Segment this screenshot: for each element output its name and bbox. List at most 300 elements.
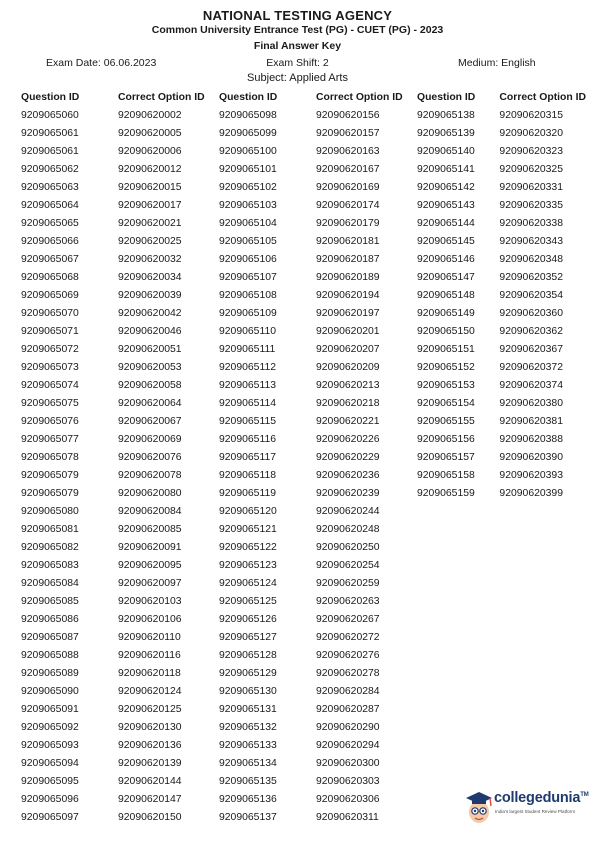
question-id-cell: 9209065100: [219, 145, 277, 157]
table-row: [417, 322, 595, 340]
question-id-cell: 9209065069: [21, 289, 79, 301]
question-id-cell: 9209065114: [219, 397, 277, 409]
table-row: [219, 430, 417, 448]
question-id-cell: 9209065134: [219, 757, 277, 769]
table-row: [219, 736, 417, 754]
table-row: [21, 610, 219, 628]
correct-option-cell: 92090620064: [118, 397, 182, 409]
correct-option-cell: 92090620091: [118, 541, 182, 553]
correct-option-cell: 92090620189: [316, 271, 380, 283]
question-id-cell: 9209065137: [219, 811, 277, 823]
question-id-cell: 9209065097: [21, 811, 79, 823]
question-id-cell: 9209065115: [219, 415, 277, 427]
table-row: [21, 286, 219, 304]
question-id-cell: 9209065077: [21, 433, 79, 445]
table-row: [21, 574, 219, 592]
question-id-cell: 9209065140: [417, 145, 475, 157]
question-id-header: Question ID: [219, 91, 278, 103]
question-id-cell: 9209065076: [21, 415, 79, 427]
table-row: [21, 754, 219, 772]
correct-option-cell: 92090620276: [316, 649, 380, 661]
table-row: [417, 358, 595, 376]
question-id-cell: 9209065074: [21, 379, 79, 391]
correct-option-cell: 92090620315: [499, 109, 563, 121]
correct-option-cell: 92090620125: [118, 703, 182, 715]
correct-option-cell: 92090620236: [316, 469, 380, 481]
correct-option-cell: 92090620250: [316, 541, 380, 553]
question-id-cell: 9209065063: [21, 181, 79, 193]
question-id-cell: 9209065155: [417, 415, 475, 427]
table-row: [219, 142, 417, 160]
table-row: [21, 124, 219, 142]
table-row: [21, 358, 219, 376]
question-id-cell: 9209065143: [417, 199, 475, 211]
question-id-cell: 9209065157: [417, 451, 475, 463]
question-id-cell: 9209065149: [417, 307, 475, 319]
question-id-cell: 9209065102: [219, 181, 277, 193]
question-id-cell: 9209065147: [417, 271, 475, 283]
table-row: [219, 250, 417, 268]
table-row: [417, 196, 595, 214]
question-id-cell: 9209065090: [21, 685, 79, 697]
agency-title: NATIONAL TESTING AGENCY: [202, 8, 393, 23]
table-row: [219, 358, 417, 376]
question-id-cell: 9209065156: [417, 433, 475, 445]
table-row: [417, 232, 595, 250]
table-row: [219, 394, 417, 412]
question-id-cell: 9209065159: [417, 487, 475, 499]
question-id-cell: 9209065082: [21, 541, 79, 553]
exam-shift: Exam Shift: 2: [266, 57, 329, 69]
table-row: [417, 178, 595, 196]
question-id-cell: 9209065121: [219, 523, 277, 535]
table-row: [219, 286, 417, 304]
correct-option-cell: 92090620331: [499, 181, 563, 193]
table-row: [219, 682, 417, 700]
table-row: [417, 340, 595, 358]
question-id-cell: 9209065088: [21, 649, 79, 661]
question-id-cell: 9209065148: [417, 289, 475, 301]
correct-option-cell: 92090620380: [499, 397, 563, 409]
correct-option-cell: 92090620362: [499, 325, 563, 337]
correct-option-cell: 92090620287: [316, 703, 380, 715]
correct-option-cell: 92090620239: [316, 487, 380, 499]
correct-option-cell: 92090620348: [499, 253, 563, 265]
question-id-cell: 9209065105: [219, 235, 277, 247]
question-id-cell: 9209065113: [219, 379, 277, 391]
question-id-cell: 9209065086: [21, 613, 79, 625]
correct-option-cell: 92090620042: [118, 307, 182, 319]
correct-option-cell: 92090620197: [316, 307, 380, 319]
correct-option-cell: 92090620025: [118, 235, 182, 247]
answer-key-column-2: [219, 88, 417, 826]
table-row: [417, 304, 595, 322]
question-id-cell: 9209065135: [219, 775, 277, 787]
correct-option-cell: 92090620306: [316, 793, 380, 805]
question-id-cell: 9209065154: [417, 397, 475, 409]
question-id-cell: 9209065094: [21, 757, 79, 769]
table-row: [219, 646, 417, 664]
question-id-cell: 9209065103: [219, 199, 277, 211]
table-row: [21, 430, 219, 448]
table-row: [219, 700, 417, 718]
table-row: [219, 574, 417, 592]
table-header-row: [219, 88, 417, 106]
question-id-cell: 9209065078: [21, 451, 79, 463]
question-id-cell: 9209065129: [219, 667, 277, 679]
correct-option-cell: 92090620169: [316, 181, 380, 193]
question-id-cell: 9209065109: [219, 307, 277, 319]
question-id-cell: 9209065085: [21, 595, 79, 607]
table-row: [21, 592, 219, 610]
question-id-cell: 9209065122: [219, 541, 277, 553]
table-row: [21, 646, 219, 664]
question-id-header: Question ID: [21, 91, 80, 103]
correct-option-cell: 92090620323: [499, 145, 563, 157]
table-row: [21, 322, 219, 340]
correct-option-cell: 92090620187: [316, 253, 380, 265]
correct-option-cell: 92090620015: [118, 181, 182, 193]
correct-option-cell: 92090620201: [316, 325, 380, 337]
correct-option-cell: 92090620311: [316, 811, 379, 823]
correct-option-cell: 92090620254: [316, 559, 380, 571]
table-row: [21, 736, 219, 754]
table-row: [21, 466, 219, 484]
table-row: [219, 754, 417, 772]
question-id-cell: 9209065112: [219, 361, 277, 373]
correct-option-cell: 92090620163: [316, 145, 380, 157]
question-id-cell: 9209065118: [219, 469, 277, 481]
table-row: [21, 304, 219, 322]
question-id-cell: 9209065098: [219, 109, 277, 121]
correct-option-cell: 92090620259: [316, 577, 380, 589]
question-id-cell: 9209065150: [417, 325, 475, 337]
question-id-cell: 9209065144: [417, 217, 475, 229]
table-row: [219, 628, 417, 646]
table-row: [21, 376, 219, 394]
table-row: [219, 466, 417, 484]
question-id-cell: 9209065133: [219, 739, 277, 751]
correct-option-cell: 92090620032: [118, 253, 182, 265]
question-id-cell: 9209065061: [21, 145, 79, 157]
collegedunia-logo: [464, 788, 590, 828]
table-row: [219, 610, 417, 628]
table-row: [21, 538, 219, 556]
table-row: [417, 412, 595, 430]
correct-option-cell: 92090620095: [118, 559, 182, 571]
question-id-cell: 9209065146: [417, 253, 475, 265]
question-id-cell: 9209065064: [21, 199, 79, 211]
correct-option-cell: 92090620150: [118, 811, 182, 823]
correct-option-cell: 92090620136: [118, 739, 182, 751]
question-id-cell: 9209065075: [21, 397, 79, 409]
question-id-cell: 9209065073: [21, 361, 79, 373]
question-id-cell: 9209065080: [21, 505, 79, 517]
table-row: [21, 394, 219, 412]
question-id-cell: 9209065061: [21, 127, 79, 139]
table-row: [219, 808, 417, 826]
question-id-cell: 9209065096: [21, 793, 79, 805]
table-row: [21, 628, 219, 646]
correct-option-cell: 92090620034: [118, 271, 182, 283]
correct-option-cell: 92090620021: [118, 217, 182, 229]
table-row: [21, 232, 219, 250]
question-id-cell: 9209065130: [219, 685, 277, 697]
question-id-cell: 9209065065: [21, 217, 79, 229]
table-row: [219, 376, 417, 394]
correct-option-cell: 92090620213: [316, 379, 380, 391]
table-row: [21, 700, 219, 718]
correct-option-cell: 92090620374: [499, 379, 563, 391]
correct-option-cell: 92090620039: [118, 289, 182, 301]
question-id-cell: 9209065158: [417, 469, 475, 481]
question-id-cell: 9209065092: [21, 721, 79, 733]
question-id-cell: 9209065071: [21, 325, 79, 337]
correct-option-cell: 92090620017: [118, 199, 182, 211]
table-row: [417, 448, 595, 466]
correct-option-cell: 92090620078: [118, 469, 182, 481]
question-id-cell: 9209065068: [21, 271, 79, 283]
correct-option-cell: 92090620226: [316, 433, 380, 445]
question-id-cell: 9209065141: [417, 163, 475, 175]
table-row: [417, 376, 595, 394]
correct-option-cell: 92090620156: [316, 109, 380, 121]
table-row: [219, 790, 417, 808]
correct-option-cell: 92090620058: [118, 379, 182, 391]
table-row: [21, 520, 219, 538]
question-id-cell: 9209065084: [21, 577, 79, 589]
correct-option-cell: 92090620097: [118, 577, 182, 589]
question-id-cell: 9209065128: [219, 649, 277, 661]
correct-option-cell: 92090620352: [499, 271, 563, 283]
correct-option-cell: 92090620248: [316, 523, 380, 535]
question-id-cell: 9209065095: [21, 775, 79, 787]
table-row: [21, 214, 219, 232]
correct-option-cell: 92090620067: [118, 415, 182, 427]
logo-tagline: India's largest Student Review Platform: [495, 809, 576, 814]
question-id-cell: 9209065132: [219, 721, 277, 733]
correct-option-cell: 92090620069: [118, 433, 182, 445]
correct-option-cell: 92090620130: [118, 721, 182, 733]
table-row: [21, 718, 219, 736]
correct-option-cell: 92090620179: [316, 217, 380, 229]
correct-option-cell: 92090620272: [316, 631, 380, 643]
question-id-cell: 9209065087: [21, 631, 79, 643]
question-id-cell: 9209065072: [21, 343, 79, 355]
question-id-cell: 9209065138: [417, 109, 475, 121]
table-row: [417, 142, 595, 160]
table-row: [219, 412, 417, 430]
table-row: [417, 286, 595, 304]
correct-option-cell: 92090620372: [499, 361, 563, 373]
table-row: [21, 664, 219, 682]
correct-option-cell: 92090620218: [316, 397, 380, 409]
correct-option-cell: 92090620167: [316, 163, 380, 175]
correct-option-cell: 92090620139: [118, 757, 182, 769]
correct-option-cell: 92090620267: [316, 613, 380, 625]
correct-option-cell: 92090620053: [118, 361, 182, 373]
question-id-cell: 9209065081: [21, 523, 79, 535]
question-id-cell: 9209065104: [219, 217, 277, 229]
answer-key-column-3: [417, 88, 595, 502]
answer-key-column-1: [21, 88, 219, 826]
correct-option-cell: 92090620144: [118, 775, 182, 787]
question-id-cell: 9209065123: [219, 559, 277, 571]
table-row: [21, 484, 219, 502]
correct-option-cell: 92090620221: [316, 415, 380, 427]
correct-option-cell: 92090620157: [316, 127, 380, 139]
question-id-cell: 9209065125: [219, 595, 277, 607]
correct-option-cell: 92090620124: [118, 685, 182, 697]
table-row: [417, 268, 595, 286]
table-row: [417, 160, 595, 178]
correct-option-header: Correct Option ID: [118, 91, 205, 103]
table-row: [21, 448, 219, 466]
correct-option-cell: 92090620360: [499, 307, 563, 319]
question-id-cell: 9209065079: [21, 469, 79, 481]
table-row: [21, 556, 219, 574]
correct-option-cell: 92090620399: [499, 487, 563, 499]
correct-option-cell: 92090620244: [316, 505, 380, 517]
question-id-cell: 9209065139: [417, 127, 475, 139]
table-row: [417, 466, 595, 484]
question-id-cell: 9209065119: [219, 487, 277, 499]
question-id-cell: 9209065099: [219, 127, 277, 139]
table-row: [219, 106, 417, 124]
table-row: [21, 268, 219, 286]
correct-option-cell: 92090620051: [118, 343, 182, 355]
correct-option-cell: 92090620381: [499, 415, 563, 427]
question-id-cell: 9209065101: [219, 163, 277, 175]
question-id-header: Question ID: [417, 91, 476, 103]
table-row: [219, 664, 417, 682]
table-row: [219, 304, 417, 322]
correct-option-cell: 92090620278: [316, 667, 380, 679]
correct-option-cell: 92090620085: [118, 523, 182, 535]
question-id-cell: 9209065107: [219, 271, 277, 283]
table-row: [219, 178, 417, 196]
question-id-cell: 9209065153: [417, 379, 475, 391]
table-row: [219, 772, 417, 790]
question-id-cell: 9209065070: [21, 307, 79, 319]
table-row: [21, 412, 219, 430]
correct-option-cell: 92090620147: [118, 793, 182, 805]
question-id-cell: 9209065083: [21, 559, 79, 571]
question-id-cell: 9209065145: [417, 235, 475, 247]
correct-option-header: Correct Option ID: [316, 91, 403, 103]
table-row: [417, 106, 595, 124]
table-row: [21, 106, 219, 124]
table-row: [219, 592, 417, 610]
table-row: [21, 178, 219, 196]
table-header-row: [417, 88, 595, 106]
correct-option-cell: 92090620300: [316, 757, 380, 769]
correct-option-cell: 92090620194: [316, 289, 380, 301]
document-title: Final Answer Key: [253, 40, 342, 52]
correct-option-cell: 92090620335: [499, 199, 563, 211]
correct-option-cell: 92090620076: [118, 451, 182, 463]
table-row: [21, 160, 219, 178]
table-row: [219, 160, 417, 178]
table-row: [219, 484, 417, 502]
table-row: [21, 250, 219, 268]
table-row: [219, 124, 417, 142]
question-id-cell: 9209065124: [219, 577, 277, 589]
correct-option-cell: 92090620118: [118, 667, 181, 679]
graduate-mascot-icon: [464, 788, 494, 828]
question-id-cell: 9209065067: [21, 253, 79, 265]
correct-option-cell: 92090620303: [316, 775, 380, 787]
table-row: [219, 322, 417, 340]
question-id-cell: 9209065060: [21, 109, 79, 121]
exam-date: Exam Date: 06.06.2023: [46, 57, 157, 69]
correct-option-cell: 92090620338: [499, 217, 563, 229]
table-header-row: [21, 88, 219, 106]
correct-option-cell: 92090620320: [499, 127, 563, 139]
correct-option-cell: 92090620012: [118, 163, 182, 175]
table-row: [219, 538, 417, 556]
table-row: [417, 484, 595, 502]
question-id-cell: 9209065131: [219, 703, 277, 715]
question-id-cell: 9209065091: [21, 703, 79, 715]
question-id-cell: 9209065089: [21, 667, 79, 679]
correct-option-cell: 92090620110: [118, 631, 181, 643]
table-row: [219, 214, 417, 232]
subject-line: Subject: Applied Arts: [247, 72, 348, 84]
correct-option-cell: 92090620354: [499, 289, 563, 301]
correct-option-cell: 92090620294: [316, 739, 380, 751]
question-id-cell: 9209065106: [219, 253, 277, 265]
table-row: [219, 502, 417, 520]
correct-option-cell: 92090620116: [118, 649, 181, 661]
correct-option-cell: 92090620181: [316, 235, 380, 247]
correct-option-cell: 92090620207: [316, 343, 380, 355]
exam-medium: Medium: English: [458, 57, 536, 69]
question-id-cell: 9209065066: [21, 235, 79, 247]
correct-option-cell: 92090620263: [316, 595, 380, 607]
question-id-cell: 9209065108: [219, 289, 277, 301]
correct-option-cell: 92090620103: [118, 595, 182, 607]
correct-option-cell: 92090620388: [499, 433, 563, 445]
correct-option-header: Correct Option ID: [499, 91, 587, 103]
table-row: [21, 682, 219, 700]
table-row: [417, 214, 595, 232]
question-id-cell: 9209065152: [417, 361, 475, 373]
question-id-cell: 9209065110: [219, 325, 277, 337]
table-row: [21, 340, 219, 358]
correct-option-cell: 92090620325: [499, 163, 563, 175]
correct-option-cell: 92090620343: [499, 235, 563, 247]
correct-option-cell: 92090620046: [118, 325, 182, 337]
table-row: [219, 556, 417, 574]
correct-option-cell: 92090620284: [316, 685, 380, 697]
table-row: [417, 124, 595, 142]
correct-option-cell: 92090620390: [499, 451, 563, 463]
table-row: [21, 196, 219, 214]
correct-option-cell: 92090620002: [118, 109, 182, 121]
question-id-cell: 9209065126: [219, 613, 277, 625]
table-row: [219, 520, 417, 538]
correct-option-cell: 92090620229: [316, 451, 380, 463]
question-id-cell: 9209065079: [21, 487, 79, 499]
table-row: [417, 394, 595, 412]
correct-option-cell: 92090620367: [499, 343, 563, 355]
correct-option-cell: 92090620080: [118, 487, 182, 499]
table-row: [21, 808, 219, 826]
correct-option-cell: 92090620005: [118, 127, 182, 139]
correct-option-cell: 92090620174: [316, 199, 380, 211]
table-row: [219, 232, 417, 250]
